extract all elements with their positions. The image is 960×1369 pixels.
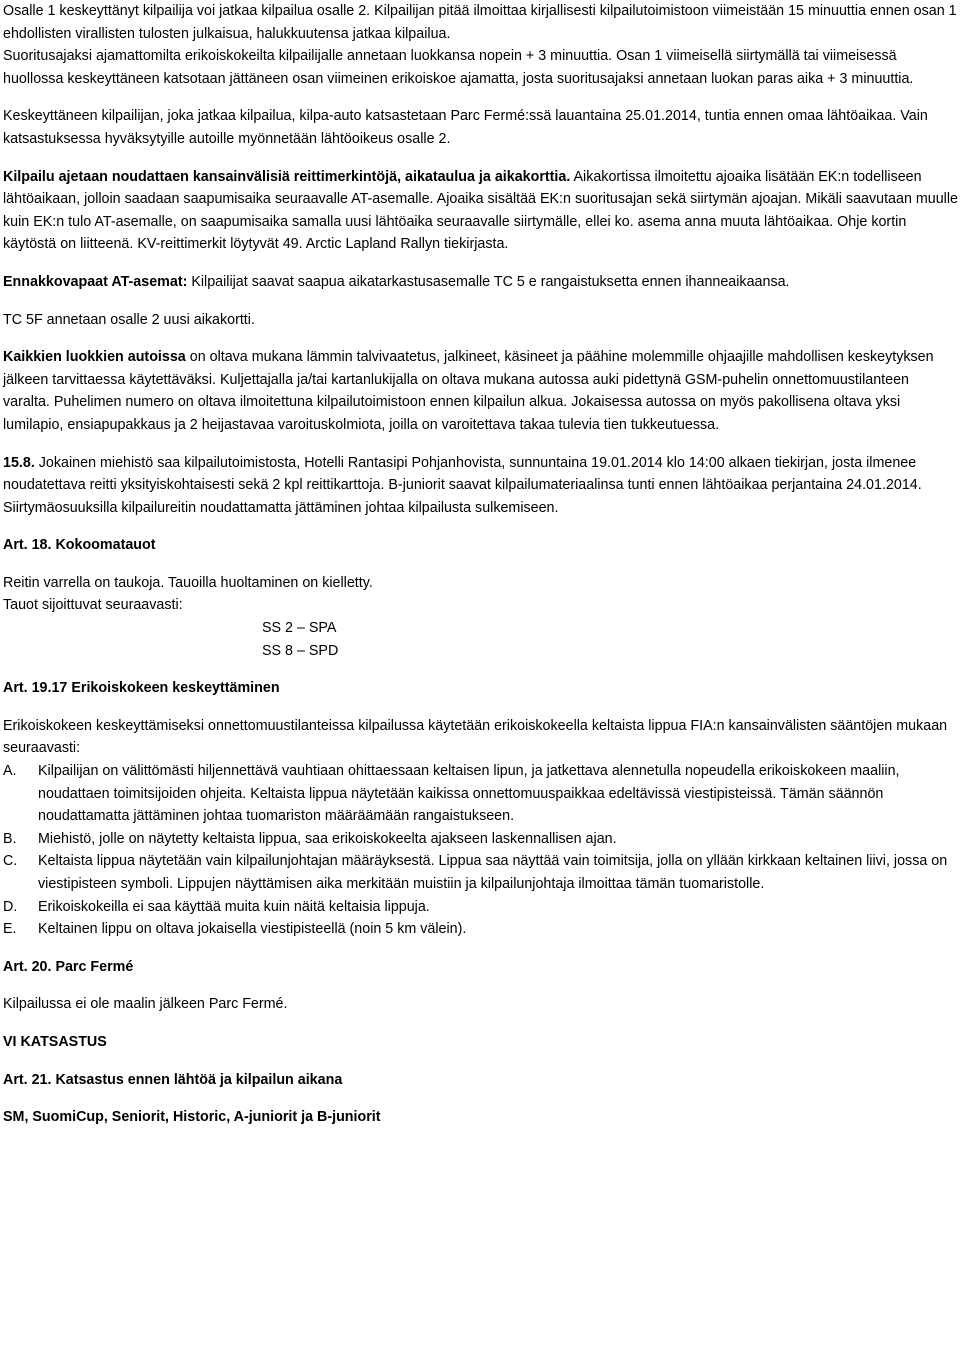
varusteet-paragraph xyxy=(3,346,958,436)
keltainen-lippu-list xyxy=(3,760,958,941)
tc5f-paragraph: TC 5F annetaan osalle 2 uusi aikakortti. xyxy=(3,311,255,328)
aikakortti-text: Aikakortissa ilmoitettu ajoaika lisätään EK:n todelliseen lähtöaikaan, jolloin saadaan saapumisaika seuraavalle AT-asemalle. Ajoaika sisältää EK:n suoritusajan sekä siirtymän ajoajan. Mikäli saavutaan muulle kuin EK:n tulo AT-asemalle, on saapumisaika samalla uusi lähtöaika seuraavalle siirtymälle, ellei ko. asema anna muuta lähtöaikaa. Ohje kortin käytöstä on liitteenä. KV-reittimerkit löytyvät 49. Arctic Lapland Rallyn tiekirjasta. xyxy=(3,168,958,253)
list-item xyxy=(3,760,958,828)
list-item-text: Kilpailijan on välittömästi hiljennettävä vauhtiaan ohittaessaan keltaisen lipun, ja jatkettava alennetulla nopeudella erikoiskokeen maaliin, noudattaen toimitsijoiden ohjeita. Keltaista lippua näytetään kaikissa onnettomuuspaikkaa edeltävissä viestipisteissä. Tämän säännön noudattamatta jättäminen johtaa tuomariston määräämään rangaistukseen. xyxy=(38,763,900,825)
list-letter: C. xyxy=(3,853,18,870)
aikakortti-bold-lead: Kilpailu ajetaan noudattaen kansainvälisiä reittimerkintöjä, aikataulua ja aikakorttia. xyxy=(3,168,571,185)
art-21-heading: Art. 21. Katsastus ennen lähtöä ja kilpailun aikana xyxy=(3,1071,343,1088)
tauot-paragraph-2: Tauot sijoittuvat seuraavasti: xyxy=(3,597,183,614)
intro-paragraph-1: Osalle 1 keskeyttänyt kilpailija voi jatkaa kilpailua osalle 2. Kilpailijan pitää ilmoittaa kirjallisesti kilpailutoimistoon viimeistään 15 minuuttia ennen osan 1 ehdollisten virallisten tulosten julkaisua, halukkuutensa jatkaa kilpailua. xyxy=(3,3,957,42)
section-vi-heading: VI KATSASTUS xyxy=(3,1033,107,1050)
tauko-item: SS 2 – SPA xyxy=(262,620,337,637)
art-19-paragraph: Erikoiskokeen keskeyttämiseksi onnettomuustilanteissa kilpailussa käytetään erikoiskokeella keltaista lippua FIA:n kansainvälisten sääntöjen mukaan seuraavasti: xyxy=(3,717,948,757)
keskeyttaneen-paragraph: Keskeyttäneen kilpailijan, joka jatkaa kilpailua, kilpa-auto katsastetaan Parc Fermé:ssä lauantaina 25.01.2014, tuntia ennen omaa lähtöaikaa. Vain katsastuksessa hyväksytyille autoille myönnetään lähtöoikeus osalle 2. xyxy=(3,108,928,147)
art-20-paragraph: Kilpailussa ei ole maalin jälkeen Parc Fermé. xyxy=(3,996,288,1013)
ennakkovapaat-bold-lead: Ennakkovapaat AT-asemat: xyxy=(3,273,188,290)
art-19-heading: Art. 19.17 Erikoiskokeen keskeyttäminen xyxy=(3,680,280,697)
varusteet-bold-lead: Kaikkien luokkien autoissa xyxy=(3,349,186,366)
list-item-text: Keltainen lippu on oltava jokaisella viestipisteellä (noin 5 km välein). xyxy=(38,921,467,938)
classes-heading: SM, SuomiCup, Seniorit, Historic, A-juniorit ja B-juniorit xyxy=(3,1109,381,1126)
tauko-item: SS 8 – SPD xyxy=(262,642,339,659)
list-letter: D. xyxy=(3,898,18,915)
art-20-heading: Art. 20. Parc Fermé xyxy=(3,958,134,975)
list-item-text: Erikoiskokeilla ei saa käyttää muita kuin näitä keltaisia lippuja. xyxy=(38,898,430,915)
list-letter: E. xyxy=(3,921,17,938)
list-letter: A. xyxy=(3,763,17,780)
list-item-text: Keltaista lippua näytetään vain kilpailunjohtajan määräyksestä. Lippua saa näyttää vain toimitsija, jolla on yllään kirkkaan keltainen liivi, jossa on viestipisteen symboli. Lippujen näyttämisen aika merkitään muistiin ja kilpailunjohtaja ilmoittaa tämän tuomaristolle. xyxy=(38,853,948,892)
tauot-paragraph-1: Reitin varrella on taukoja. Tauoilla huoltaminen on kielletty. xyxy=(3,574,373,591)
aikakortti-paragraph xyxy=(3,166,958,256)
tiekirja-paragraph xyxy=(3,452,958,520)
list-item xyxy=(3,850,958,895)
section-number-15-8: 15.8. xyxy=(3,454,35,471)
ennakkovapaat-text: Kilpailijat saavat saapua aikatarkastusasemalle TC 5 e rangaistuksetta ennen ihanneaikaansa. xyxy=(187,273,790,290)
tiekirja-text: Jokainen miehistö saa kilpailutoimistosta, Hotelli Rantasipi Pohjanhovista, sunnuntaina 19.01.2014 klo 14:00 alkaen tiekirjan, josta ilmenee noudatettava reitti yksityiskohtaisesti sekä 2 kpl reittikarttoja. B-juniorit saavat kilpailumateriaalinsa tunti ennen lähtöaikaa perjantaina 24.01.2014. Siirtymäosuuksilla kilpailureitin noudattamatta jättäminen johtaa kilpailusta sulkemiseen. xyxy=(3,454,922,516)
varusteet-text: on oltava mukana lämmin talvivaatetus, jalkineet, käsineet ja päähine molemmille ohjaajille mahdollisen keskeytyksen jälkeen tarvittaessa käytettäväksi. Kuljettajalla ja/tai kartanlukijalla on oltava mukana autossa auki pidettynä GSM-puhelin onnettomuustilanteen varalta. Puhelimen numero on oltava ilmoitettuna kilpailutoimistoon ennen kilpailun alkua. Jokaisessa autossa on myös pakollisena oltava yksi lumilapio, ensiapupakkaus ja 2 heijastavaa varoituskolmiota, joilla on varoitettava takaa tulevia tien tukkeutuessa. xyxy=(3,349,934,433)
ennakkovapaat-paragraph xyxy=(3,271,958,294)
list-item xyxy=(3,896,958,919)
intro-paragraph-2: Suoritusajaksi ajamattomilta erikoiskokeilta kilpailijalle annetaan luokkansa nopein + 3 minuuttia. Osan 1 viimeisellä siirtymällä tai viimeisessä huollossa keskeyttäneen katsotaan jättäneen osan viimeinen erikoiskoe ajamatta, josta suoritusajaksi annetaan luokan paras aika + 3 minuuttia. xyxy=(3,48,914,87)
list-item xyxy=(3,918,958,941)
art-18-heading: Art. 18. Kokoomatauot xyxy=(3,537,156,554)
list-item-text: Miehistö, jolle on näytetty keltaista lippua, saa erikoiskokeelta ajakseen laskennallisen ajan. xyxy=(38,830,617,847)
list-item xyxy=(3,828,958,851)
list-letter: B. xyxy=(3,830,17,847)
